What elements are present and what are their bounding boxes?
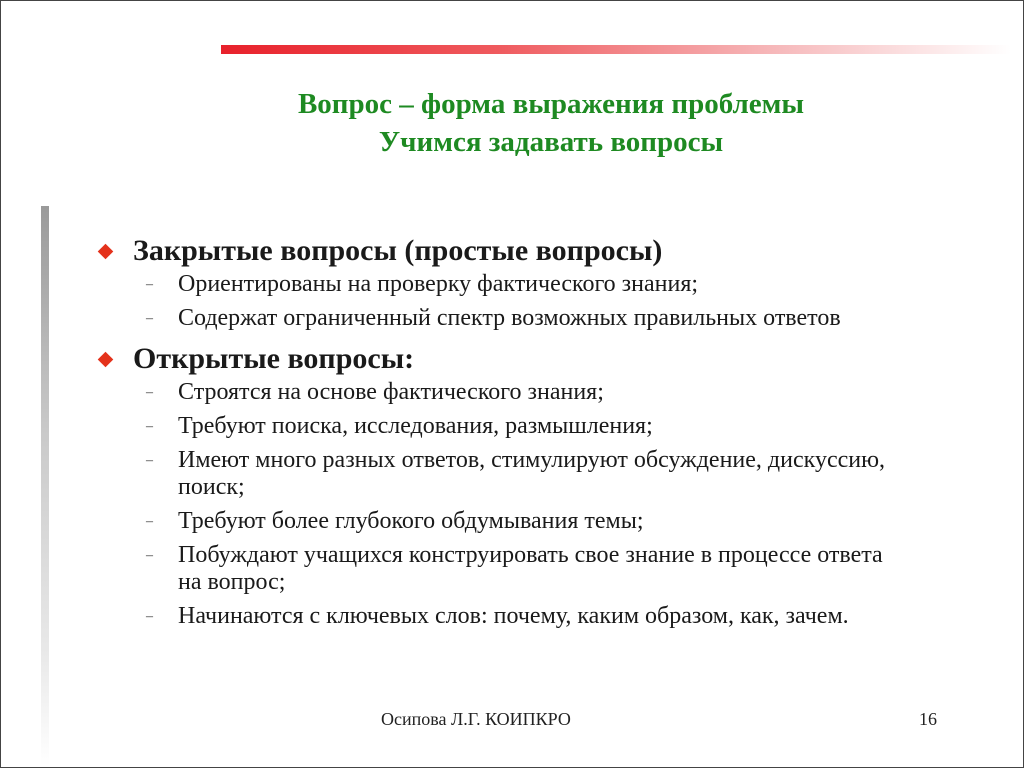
list-item	[146, 542, 976, 596]
section-heading	[96, 231, 976, 271]
list-item-text: Ориентированы на проверку фактического знания;	[178, 271, 699, 297]
list-item-text: Требуют более глубокого обдумывания темы;	[178, 508, 644, 534]
slide-content	[96, 231, 976, 637]
section-heading	[96, 339, 976, 379]
page-number: 16	[919, 709, 937, 729]
left-accent-bar	[41, 206, 49, 766]
dash-bullet-icon: –	[146, 514, 153, 529]
list-item	[146, 447, 976, 501]
dash-bullet-icon: –	[146, 609, 153, 624]
slide-title	[151, 85, 951, 161]
diamond-bullet-icon	[98, 243, 114, 259]
diamond-bullet-icon	[98, 351, 114, 367]
list-item-text: Содержат ограниченный спектр возможных правильных ответов	[178, 305, 841, 331]
list-item-text: Строятся на основе фактического знания;	[178, 379, 604, 405]
title-line-2: Учимся задавать вопросы	[378, 126, 724, 158]
list-item	[146, 271, 976, 298]
bullet-list	[96, 271, 976, 332]
dash-bullet-icon: –	[146, 419, 153, 434]
list-item-text: Требуют поиска, исследования, размышления;	[178, 413, 653, 439]
footer-author: Осипова Л.Г. КОИПКРО	[381, 709, 571, 729]
list-item-text: Побуждают учащихся конструировать свое знание в процессе ответа на вопрос;	[178, 542, 883, 595]
section-heading-text: Закрытые вопросы (простые вопросы)	[133, 234, 663, 267]
list-item-text: Начинаются с ключевых слов: почему, каким образом, как, зачем.	[178, 603, 849, 629]
list-item	[146, 413, 976, 440]
list-item	[146, 603, 976, 630]
bullet-list	[96, 379, 976, 630]
dash-bullet-icon: –	[146, 277, 153, 292]
section-heading-text: Открытые вопросы:	[133, 342, 415, 375]
section-closed-questions	[96, 231, 976, 332]
section-open-questions	[96, 339, 976, 630]
top-accent-bar	[221, 45, 1011, 54]
title-line-1: Вопрос – форма выражения проблемы	[297, 88, 805, 120]
dash-bullet-icon: –	[146, 453, 153, 468]
dash-bullet-icon: –	[146, 548, 153, 563]
dash-bullet-icon: –	[146, 385, 153, 400]
list-item	[146, 508, 976, 535]
list-item	[146, 305, 976, 332]
list-item-text: Имеют много разных ответов, стимулируют обсуждение, дискуссию, поиск;	[178, 447, 886, 500]
dash-bullet-icon: –	[146, 311, 153, 326]
list-item	[146, 379, 976, 406]
